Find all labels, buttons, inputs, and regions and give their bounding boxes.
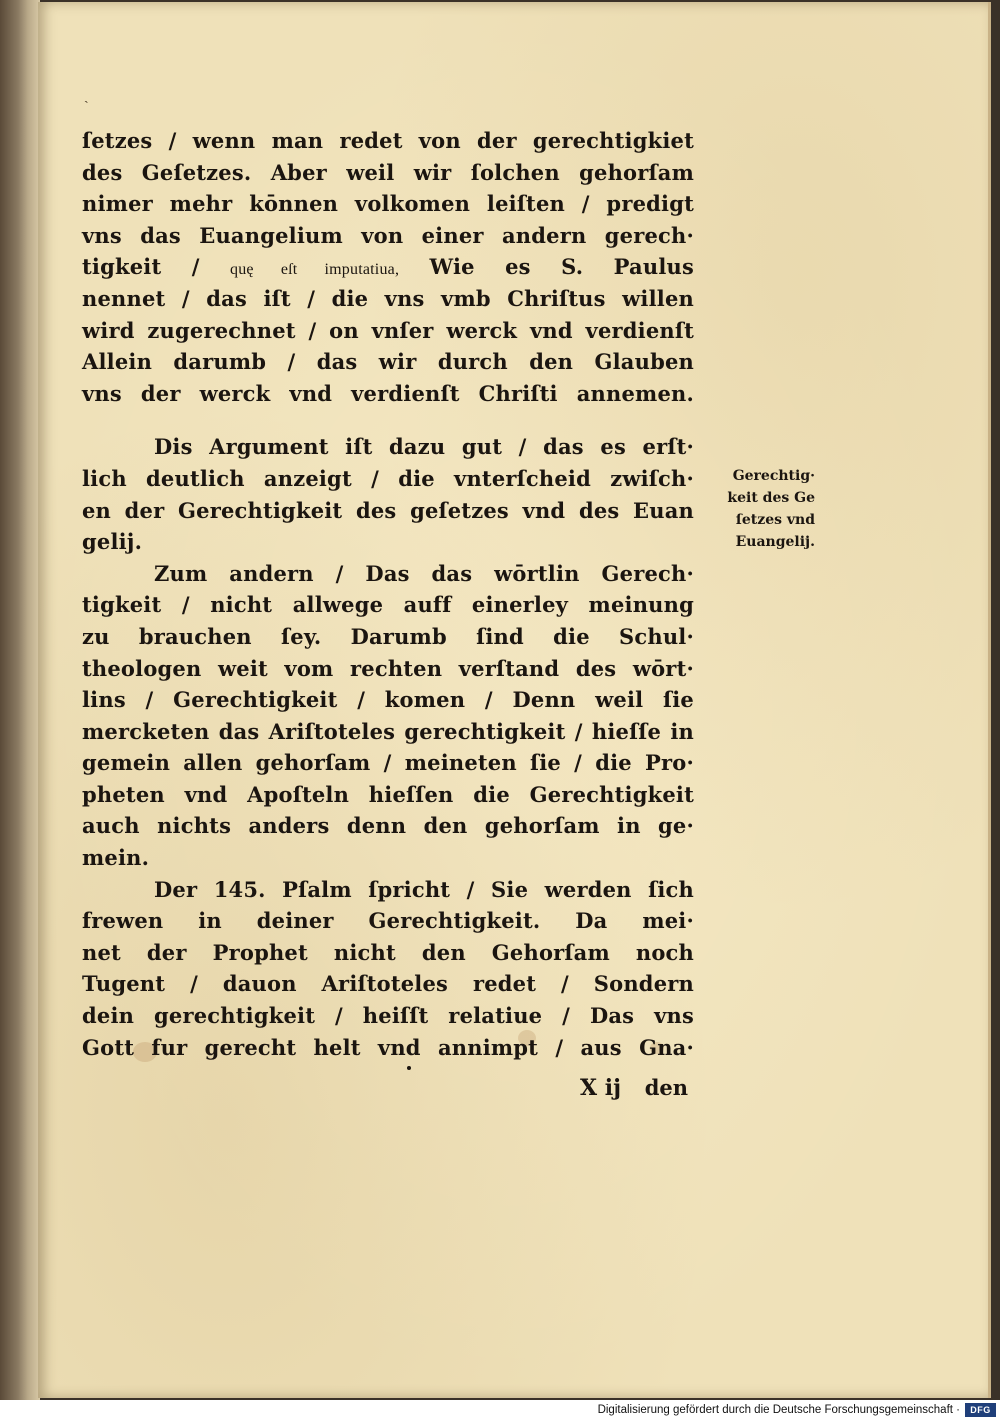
text-line: des Geſetzes. Aber weil wir ſolchen gehorſam xyxy=(82,159,694,185)
text-line: nimer mehr kōnnen volkomen leiſten / predigt xyxy=(82,191,694,217)
main-text-block xyxy=(82,125,694,1063)
text-line: theologen weit vom rechten verſtand des wōrt· xyxy=(82,655,694,681)
text-line: frewen in deiner Gerechtigkeit. Da mei· xyxy=(82,908,694,934)
paragraph-1 xyxy=(82,125,694,409)
text-line: en der Gerechtigkeit des geſetzes vnd des Euan xyxy=(82,497,694,523)
catchword: den xyxy=(644,1075,688,1100)
text-line: mercketen das Ariſtoteles gerechtigkeit / hieſſe in xyxy=(82,718,694,744)
text-line: Dis Argument iſt dazu gut / das es erſt· xyxy=(154,434,694,460)
text-line: dein gerechtigkeit / heiſſt relatiue / Das vns xyxy=(82,1003,694,1029)
latin-phrase: quę eſt imputatiua, xyxy=(230,261,400,279)
text-line: ſetzes / wenn man redet von der gerechtigkiet xyxy=(82,128,694,153)
text-line: mein. xyxy=(82,845,150,871)
text-line: zu brauchen ſey. Darumb ſind die Schul· xyxy=(82,623,694,649)
ink-mark: ˏ xyxy=(84,88,89,104)
text-line: vns das Euangelium von einer andern gerech· xyxy=(82,222,694,248)
funding-credit: Digitalisierung gefördert durch die Deutsche Forschungsgemeinschaft · xyxy=(597,1404,960,1416)
text-line-with-latin: tigkeit / quę eſt imputatiua, Wie es S. Paulus xyxy=(82,254,694,280)
signature-line xyxy=(82,1075,688,1107)
paragraph-2 xyxy=(82,431,694,557)
text-line: tigkeit / nicht allwege auff einerley meinung xyxy=(82,592,694,618)
text-line: Tugent / dauon Ariſtoteles redet / Sondern xyxy=(82,971,694,997)
text-line: Gott fur gerecht helt vnd annimpt / aus Gna· xyxy=(82,1034,694,1060)
text-line: lich deutlich anzeigt / die vnterſcheid zwiſch· xyxy=(82,465,694,491)
marginal-note-line: Euangelij. xyxy=(735,534,815,550)
marginal-note-line: keit des Ge xyxy=(727,490,815,506)
text-line: gemein allen gehorſam / meineten ſie / die Pro· xyxy=(82,750,694,776)
text-line: Der 145. Pſalm ſpricht / Sie werden ſich xyxy=(154,876,694,902)
text-line: net der Prophet nicht den Gehorſam noch xyxy=(82,939,694,965)
signature-mark: X ij xyxy=(580,1075,622,1101)
text-line: wird zugerechnet / on vnſer werck vnd verdienſt xyxy=(82,317,694,343)
text-line: Allein darumb / das wir durch den Glauben xyxy=(82,349,694,375)
text-line: auch nichts anders denn den gehorſam in ge· xyxy=(82,813,694,839)
footer-bar xyxy=(0,1400,1000,1421)
text-line: vns der werck vnd verdienſt Chriſti annemen. xyxy=(82,380,694,406)
text-line: gelij. xyxy=(82,529,143,555)
paragraph-4 xyxy=(82,874,694,1064)
ink-dot xyxy=(407,1066,411,1070)
text-line: Zum andern / Das das wōrtlin Gerech· xyxy=(154,560,694,586)
marginal-note-line: Gerechtig· xyxy=(732,468,815,484)
paragraph-3 xyxy=(82,558,694,874)
marginal-note-line: ſetzes vnd xyxy=(735,512,815,528)
dfg-logo: DFG xyxy=(965,1403,996,1417)
text-line: pheten vnd Apoſteln hieſſen die Gerechtigkeit xyxy=(82,781,694,807)
marginal-note xyxy=(690,465,815,553)
text-line: nennet / das iſt / die vns vmb Chriſtus willen xyxy=(82,285,694,311)
text-line: lins / Gerechtigkeit / komen / Denn weil ſie xyxy=(82,687,694,713)
book-binding-edge xyxy=(0,0,40,1400)
